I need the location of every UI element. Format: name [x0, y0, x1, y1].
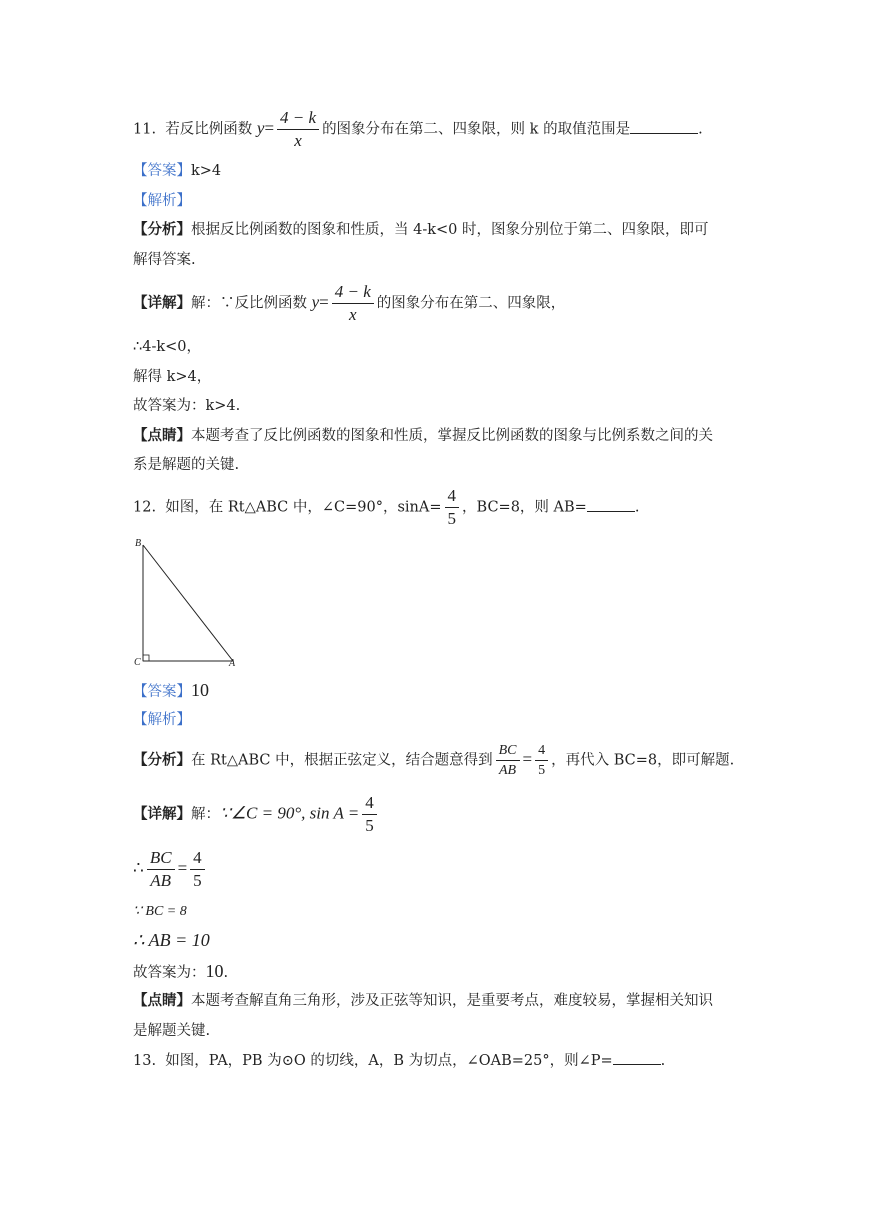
question-number: 13.: [133, 1053, 157, 1069]
right-triangle-figure: [130, 536, 242, 670]
fraction-numerator: BC: [496, 742, 520, 761]
question-number: 11.: [133, 121, 157, 138]
fraction-numerator: 4: [362, 793, 377, 815]
q12-text-pre: 如图，在 Rt△ABC 中，∠C=90°，sinA=: [165, 499, 442, 516]
fraction-denominator: x: [294, 131, 302, 150]
dianjing-line-1: [133, 991, 713, 1011]
q11-line: [133, 108, 703, 151]
fraction-numerator: BC: [147, 848, 175, 870]
fraction-numerator: 4: [190, 848, 205, 870]
answer-blank: [630, 119, 698, 134]
final-answer-value: 10: [205, 961, 224, 981]
xiangjie-tag: 【详解】: [133, 805, 191, 823]
fraction-denominator: AB: [499, 763, 517, 778]
answer-line: [133, 680, 209, 702]
dianjing-line-2: 是解题关键.: [133, 1023, 211, 1039]
label-b: B: [135, 538, 142, 549]
final-answer-pre: 故答案为：: [133, 965, 206, 981]
answer-tag: 【答案】: [133, 684, 191, 700]
fraction: [190, 848, 205, 891]
dianjing-line-2: 系是解题的关键.: [133, 457, 240, 473]
dianjing-line-1: [133, 426, 713, 446]
answer-line: [133, 161, 221, 181]
q12-line: [133, 486, 639, 529]
fenxi-tag: 【分析】: [133, 221, 191, 238]
period: .: [634, 499, 640, 516]
q13-line: [133, 1050, 665, 1071]
math-eq: =: [319, 292, 329, 312]
q11-text-pre: 若反比例函数: [165, 121, 253, 138]
period: .: [660, 1053, 666, 1069]
fraction-numerator: 4: [535, 742, 548, 761]
step-line: [133, 961, 228, 983]
step-line: [133, 848, 208, 891]
analysis-tag: 【解析】: [133, 193, 191, 209]
fraction: [147, 848, 175, 891]
xiangjie-pre: 解：: [191, 806, 220, 823]
fraction-denominator: 5: [447, 509, 457, 528]
q11-text-post: 的图象分布在第二、四象限，则 k 的取值范围是: [322, 121, 631, 138]
math-eq: =: [522, 749, 533, 769]
dianjing-text: 本题考查了反比例函数的图象和性质，掌握反比例函数的图象与比例系数之间的关: [191, 428, 713, 444]
step-line: ∵ BC = 8: [133, 904, 187, 919]
label-a: A: [229, 658, 236, 669]
xiangjie-tag: 【详解】: [133, 294, 191, 312]
fraction: [332, 282, 374, 325]
step-line: ∴ AB = 10: [133, 930, 210, 950]
fraction-numerator: 4 − k: [332, 282, 374, 304]
xiangjie-pre: 解：∵反比例函数: [191, 295, 307, 312]
question-number: 12.: [133, 499, 157, 516]
fenxi-line: [133, 742, 734, 779]
math-eq: =: [177, 858, 188, 878]
fenxi-tag: 【分析】: [133, 751, 191, 769]
math-y: y: [311, 292, 320, 312]
label-c: C: [134, 657, 141, 668]
math-expression: ∵∠C = 90°, sin A =: [220, 803, 360, 823]
answer-blank: [613, 1050, 661, 1065]
right-angle-mark: [143, 655, 149, 661]
period: .: [698, 121, 703, 138]
fenxi-text: 根据反比例函数的图象和性质，当 4-k<0 时，图象分别位于第二、四象限，即可: [191, 222, 709, 238]
xiangjie-line: [133, 282, 565, 325]
answer-value: k>4: [191, 163, 222, 179]
fraction-numerator: 4: [445, 486, 460, 508]
math-eq: =: [264, 118, 275, 138]
dianjing-text: 本题考查解直角三角形，涉及正弦等知识，是重要考点，难度较易，掌握相关知识: [191, 993, 713, 1009]
math-y: y: [256, 118, 265, 138]
dianjing-tag: 【点睛】: [133, 427, 191, 444]
fraction: [535, 742, 548, 779]
answer-value: 10: [191, 680, 209, 700]
fraction: [362, 793, 377, 836]
fraction-denominator: 5: [365, 816, 374, 835]
period: .: [223, 965, 229, 981]
fraction-denominator: x: [348, 305, 357, 324]
analysis-tag: 【解析】: [133, 712, 191, 728]
xiangjie-line: [133, 793, 380, 836]
fraction-numerator: 4 − k: [277, 108, 319, 130]
fraction-denominator: 5: [193, 871, 202, 890]
step-line: 解得 k>4，: [133, 369, 212, 385]
fenxi-post: ，再代入 BC=8，即可解题.: [551, 752, 735, 769]
fraction: [277, 108, 319, 151]
q13-text: 如图，PA，PB 为⊙O 的切线，A，B 为切点，∠OAB=25°，则∠P=: [165, 1053, 613, 1069]
dianjing-tag: 【点睛】: [133, 992, 191, 1009]
fraction: [496, 742, 520, 779]
step-line: 故答案为：k>4.: [133, 398, 241, 414]
fenxi-pre: 在 Rt△ABC 中，根据正弦定义，结合题意得到: [191, 752, 493, 769]
fraction-denominator: 5: [538, 763, 546, 778]
answer-tag: 【答案】: [133, 163, 191, 179]
fenxi-line-2: 解得答案.: [133, 252, 196, 268]
xiangjie-post: 的图象分布在第二、四象限，: [376, 295, 566, 312]
side-ab: [143, 545, 233, 661]
q12-text-post: ，BC=8，则 AB=: [462, 499, 587, 516]
answer-blank: [587, 497, 635, 512]
fraction-denominator: AB: [150, 871, 172, 890]
therefore-symbol: ∴: [133, 858, 144, 878]
fraction: [445, 486, 460, 529]
step-line: ∴4-k<0，: [133, 339, 202, 355]
fenxi-line-1: [133, 220, 709, 240]
